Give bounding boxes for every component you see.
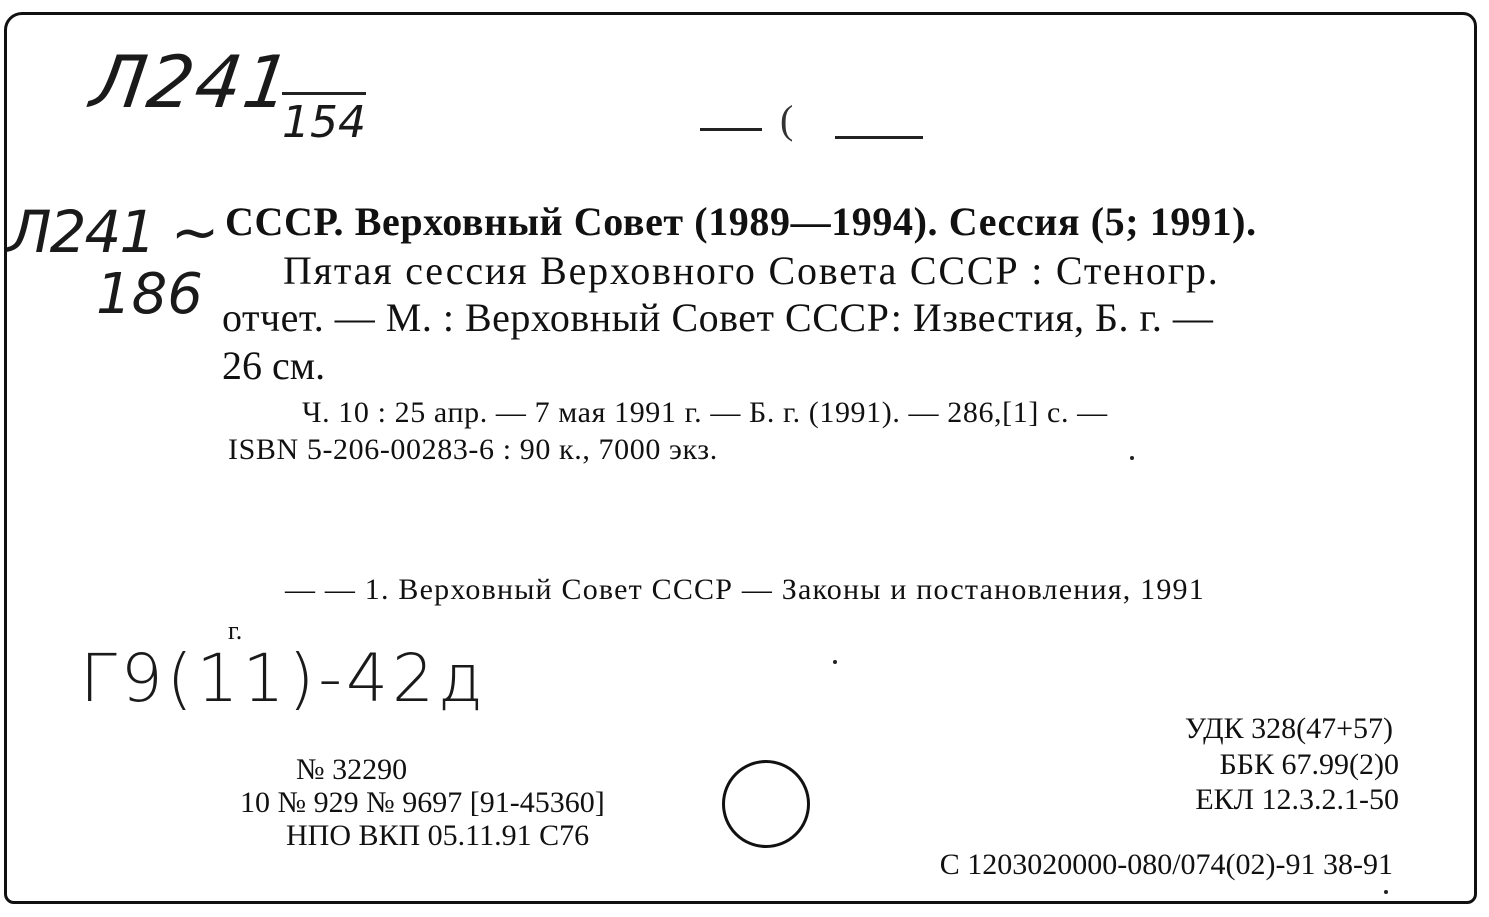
handwritten-shelf-mark-left-2: 186 xyxy=(96,262,203,327)
header-dash-left xyxy=(700,128,762,131)
card-number: № 32290 xyxy=(296,753,408,786)
header-dash-right xyxy=(835,136,923,139)
handwritten-class-mark: Г9(11)-42д xyxy=(80,640,487,717)
ekl-code: ЕКЛ 12.3.2.1-50 xyxy=(1195,783,1399,816)
entry-title-line-2: отчет. — М. : Верховный Совет СССР: Известия, Б. г. — xyxy=(222,295,1214,340)
bbk-code: ББК 67.99(2)0 xyxy=(1219,748,1399,781)
entry-subject-line-1: — — 1. Верховный Совет СССР — Законы и постановления, 1991 xyxy=(285,573,1205,606)
entry-part-line-1: Ч. 10 : 25 апр. — 7 мая 1991 г. — Б. г. (1991). — 286,[1] с. — xyxy=(302,396,1108,429)
entry-heading: СССР. Верховный Совет (1989—1994). Сессия (5; 1991). xyxy=(225,199,1257,244)
circle-stamp-icon xyxy=(722,760,810,848)
card-order: 10 № 929 № 9697 [91-45360] xyxy=(240,786,605,819)
handwritten-shelf-mark-left-1: Л241 ~ xyxy=(8,198,218,266)
entry-part-line-2: ISBN 5-206-00283-6 : 90 к., 7000 экз. xyxy=(228,433,718,466)
speck xyxy=(833,660,837,664)
speck xyxy=(1384,890,1388,894)
entry-title-line-3: 26 см. xyxy=(222,343,326,388)
header-mark: ( xyxy=(780,97,794,142)
udk-code: УДК 328(47+57) xyxy=(1184,712,1393,745)
handwritten-shelf-mark-top: Л241 xyxy=(86,40,298,124)
handwritten-shelf-mark-top-sub: 154 xyxy=(282,92,366,148)
speck xyxy=(1130,456,1134,460)
entry-title-line-1: Пятая сессия Верховного Совета СССР : Стеногр. xyxy=(283,248,1220,293)
card-printer: НПО ВКП 05.11.91 С76 xyxy=(286,819,590,852)
catalog-code: С 1203020000-080/074(02)-91 38-91 xyxy=(939,848,1393,881)
entry-subject-line-2: г. xyxy=(228,616,243,645)
